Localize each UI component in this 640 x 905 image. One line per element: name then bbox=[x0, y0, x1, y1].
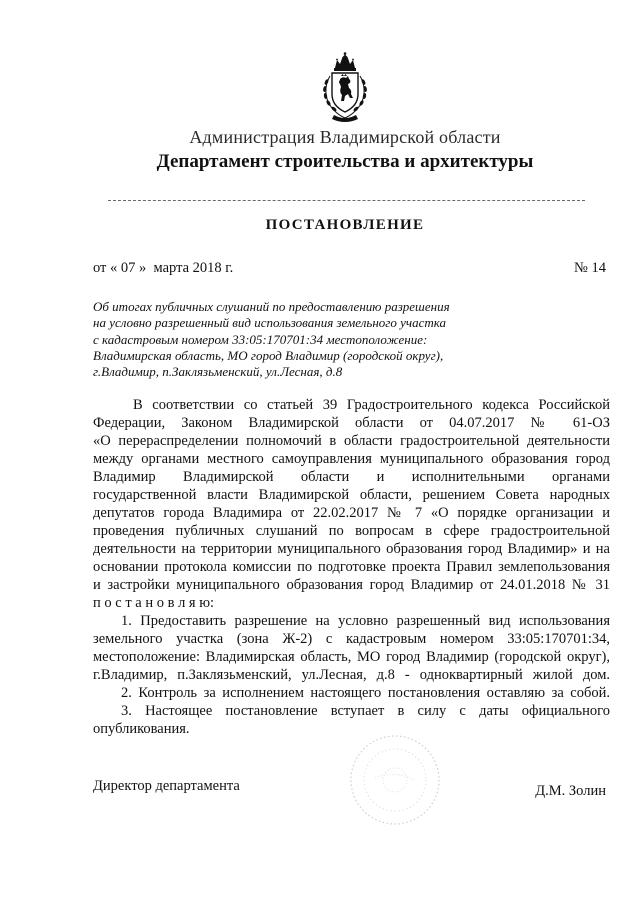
body-line: проведения публичных слушаний по вопросам в сфере градостроительной bbox=[93, 523, 610, 539]
body-line: и застройки муниципального образования город Владимир от 24.01.2018 № 31 bbox=[93, 577, 610, 593]
item-1-line: г.Владимир, п.Заклязьменский, ул.Лесная, д.8 - одноквартирный жилой дом. bbox=[93, 667, 610, 683]
item-3-line: опубликования. bbox=[93, 721, 190, 737]
subject-line: Владимирская область, МО город Владимир (городской округ), bbox=[93, 347, 444, 363]
subject-line: Об итогах публичных слушаний по предоставлению разрешения bbox=[93, 299, 450, 314]
header-divider bbox=[108, 200, 585, 201]
document-date: от « 07 » марта 2018 г. bbox=[93, 260, 234, 276]
body-line: деятельности на территории муниципального образования город Владимир» и на bbox=[93, 541, 610, 557]
coat-of-arms-icon bbox=[315, 52, 375, 124]
body-line: Федерации, Законом Владимирской области от 04.07.2017 № 61-ОЗ bbox=[93, 415, 610, 431]
department-name: Департамент строительства и архитектуры bbox=[156, 151, 534, 172]
subject-line: с кадастровым номером 33:05:170701:34 местоположение: bbox=[93, 331, 428, 347]
body-line: «О перераспределении полномочий в области градостроительной деятельности bbox=[93, 433, 610, 449]
subject-line: г.Владимир, п.Заклязьменский, ул.Лесная, д.8 bbox=[93, 364, 343, 380]
item-2-line: 2. Контроль за исполнением настоящего постановления оставляю за собой. bbox=[121, 685, 610, 701]
item-1-line: местоположение: Владимирская область, МО город Владимир (городской округ), bbox=[93, 649, 610, 665]
subject-line: на условно разрешенный вид использования земельного участка bbox=[93, 315, 446, 331]
signatory-position: Директор департамента bbox=[93, 778, 240, 794]
body-line: государственной власти Владимирской области, решением Совета народных bbox=[93, 487, 610, 503]
decree-word: п о с т а н о в л я ю: bbox=[93, 595, 215, 611]
document-subject bbox=[93, 299, 450, 380]
organization-name: Администрация Владимирской области bbox=[189, 127, 501, 147]
item-1-line: 1. Предоставить разрешение на условно разрешенный вид использования bbox=[121, 613, 610, 629]
body-line: между органами местного самоуправления муниципального образования город bbox=[93, 451, 610, 467]
document-body bbox=[93, 396, 610, 738]
signatory-name: Д.М. Золин bbox=[535, 783, 606, 799]
item-1-line: земельного участка (зона Ж-2) с кадастровым номером 33:05:170701:34, bbox=[93, 631, 610, 647]
body-line: В соответствии со статьей 39 Градостроительного кодекса Российской bbox=[133, 397, 610, 413]
stamp-icon bbox=[345, 730, 445, 830]
document-type-title: ПОСТАНОВЛЕНИЕ bbox=[265, 217, 425, 233]
body-line: Владимир Владимирской области и исполнительными органами bbox=[93, 469, 610, 485]
body-line: депутатов города Владимира от 22.02.2017 № 7 «О порядке организации и bbox=[93, 505, 610, 521]
item-3-line: 3. Настоящее постановление вступает в силу с даты официального bbox=[121, 703, 610, 719]
document-number: № 14 bbox=[574, 260, 606, 276]
body-line: основании протокола комиссии по подготовке проекта Правил землепользования bbox=[93, 559, 610, 575]
